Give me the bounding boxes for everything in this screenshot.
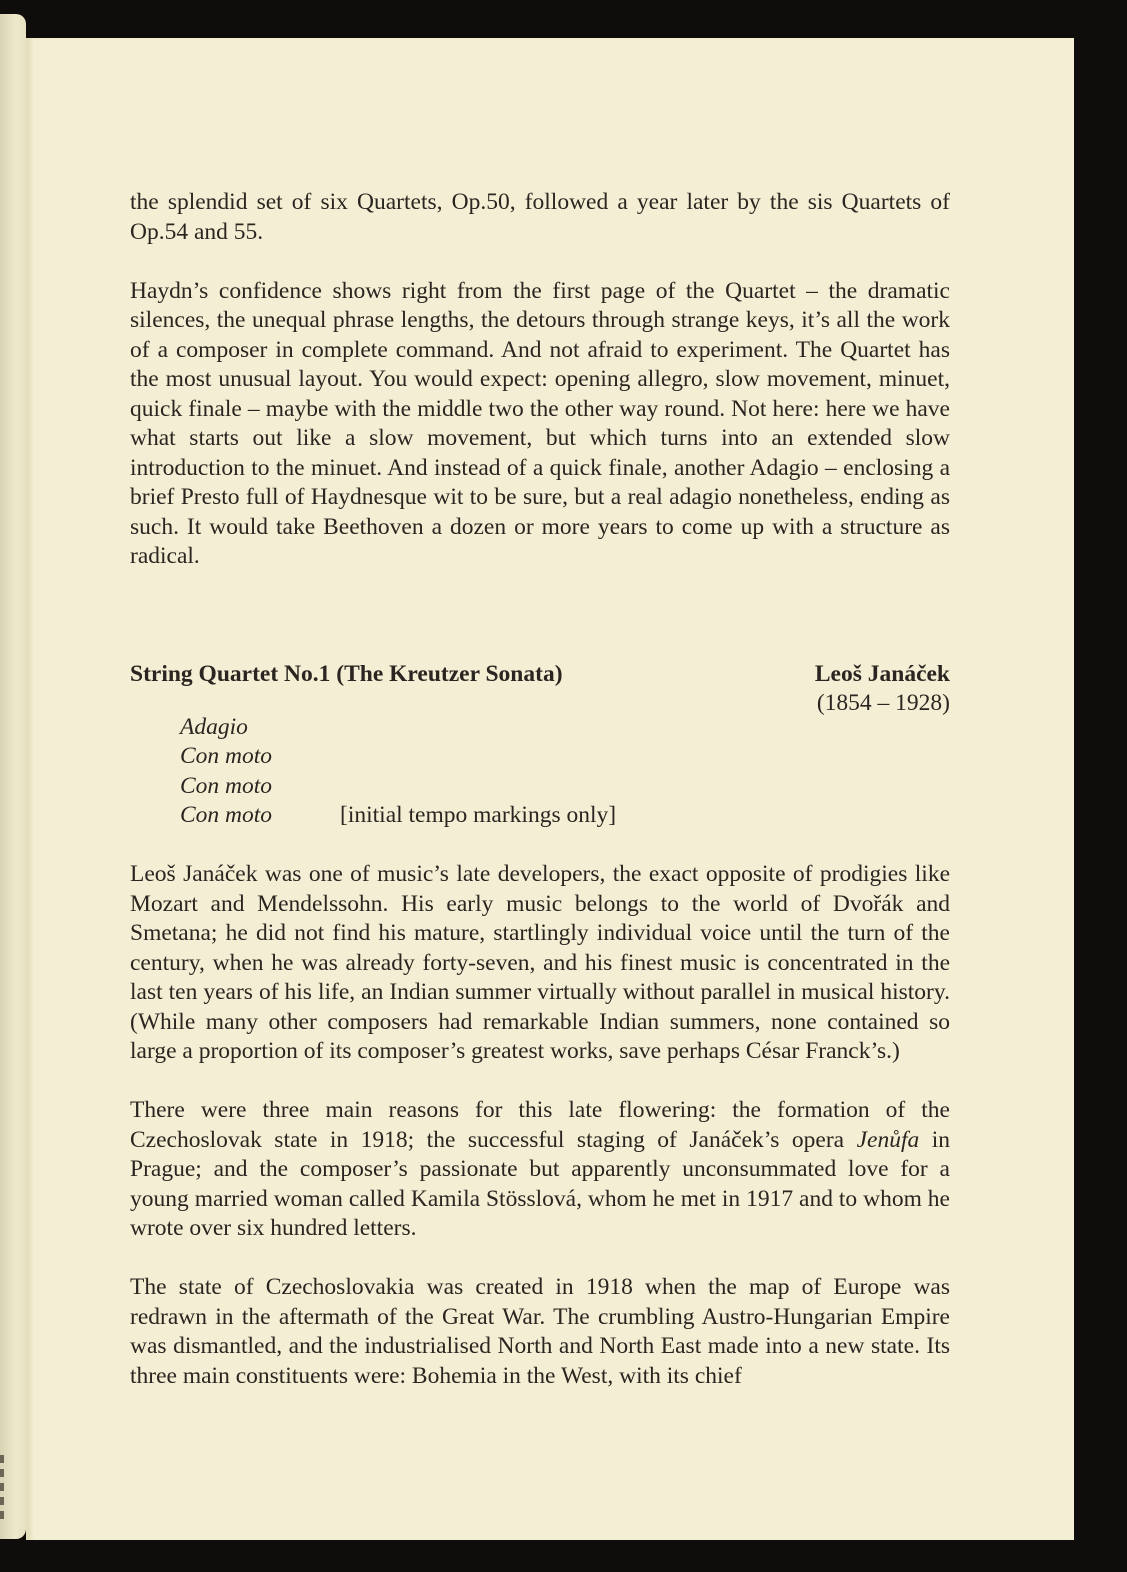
facing-page-edge (0, 14, 26, 1539)
composer-name: Leoš Janáček (814, 660, 950, 687)
work-heading (130, 660, 950, 719)
opera-title: Jenůfa (856, 1126, 920, 1153)
movement-tempo: Adagio (180, 713, 248, 740)
text-fragment (0, 1511, 4, 1519)
text-segment: in Prague; and the composer’s passionate but apparently unconsummated love for a young married woman called Kamila Stösslová, whom he met in 1917 and to whom he wrote over six hundred letters. (130, 1126, 951, 1241)
movement-note: [initial tempo markings only] (340, 802, 617, 828)
text-fragment (0, 1483, 4, 1491)
paragraph-janacek-late-developer: Leoš Janáček was one of music’s late developers, the exact opposite of prodigies like Mozart and Mendelssohn. His early music belongs to the world of Dvořák and Smetana; he did not find his mature, startlingly individual voice until the turn of the century, when he was already forty-seven, and his finest music is concentrated in the last ten years of his life, an Indian summer virtually without parallel in musical history. (While many other composers had remarkable Indian summers, none contained so large a proportion of its composer’s greatest works, save perhaps César Franck’s.) (130, 861, 950, 1064)
page-content (130, 188, 950, 1421)
movement-item (180, 772, 950, 802)
paragraph-haydn-confidence: Haydn’s confidence shows right from the first page of the Quartet – the dramatic silences, the unequal phrase lengths, the detours through strange keys, it’s all the work of a composer in complete command. And not afraid to experiment. The Quartet has the most unusual layout. You would expect: opening allegro, slow movement, minuet, quick finale – maybe with the middle two the other way round. Not here: here we have what starts out like a slow movement, but which turns into an extended slow introduction to the minuet. And instead of a quick finale, another Adagio – enclosing a brief Presto full of Haydnesque wit to be sure, but a real adagio nonetheless, ending as such. It would take Beethoven a dozen or more years to come up with a structure as radical. (130, 277, 950, 569)
text-segment: There were three main reasons for this late flowering: the formation of the Czechoslovak state in 1918; the successful staging of Janáček’s opera (130, 1097, 950, 1153)
page (26, 38, 1074, 1540)
movement-list (180, 713, 950, 831)
facing-page-text-fragments (0, 1455, 8, 1535)
text-fragment (0, 1469, 4, 1477)
text-fragment (0, 1497, 4, 1505)
movement-item (180, 742, 950, 772)
gutter-shadow (26, 38, 34, 1540)
movement-item (180, 801, 950, 831)
paragraph-three-reasons (130, 1096, 950, 1244)
text-fragment (0, 1455, 4, 1463)
composer-block (815, 660, 950, 719)
movement-tempo: Con moto (180, 802, 273, 828)
paragraph-czechoslovakia: The state of Czechoslovakia was created in 1918 when the map of Europe was redrawn in the aftermath of the Great War. The crumbling Austro-Hungarian Empire was dismantled, and the industrialised North and North East made into a new state. Its three main constituents were: Bohemia in the West, with its chief (130, 1274, 950, 1389)
movement-tempo: Con moto (180, 743, 273, 769)
work-title: String Quartet No.1 (The Kreutzer Sonata) (130, 660, 563, 687)
composer-dates: (1854 – 1928) (816, 690, 950, 716)
paragraph-haydn-quartets: the splendid set of six Quartets, Op.50, followed a year later by the sis Quartets of Op.54 and 55. (130, 189, 950, 245)
movement-tempo: Con moto (180, 772, 273, 799)
